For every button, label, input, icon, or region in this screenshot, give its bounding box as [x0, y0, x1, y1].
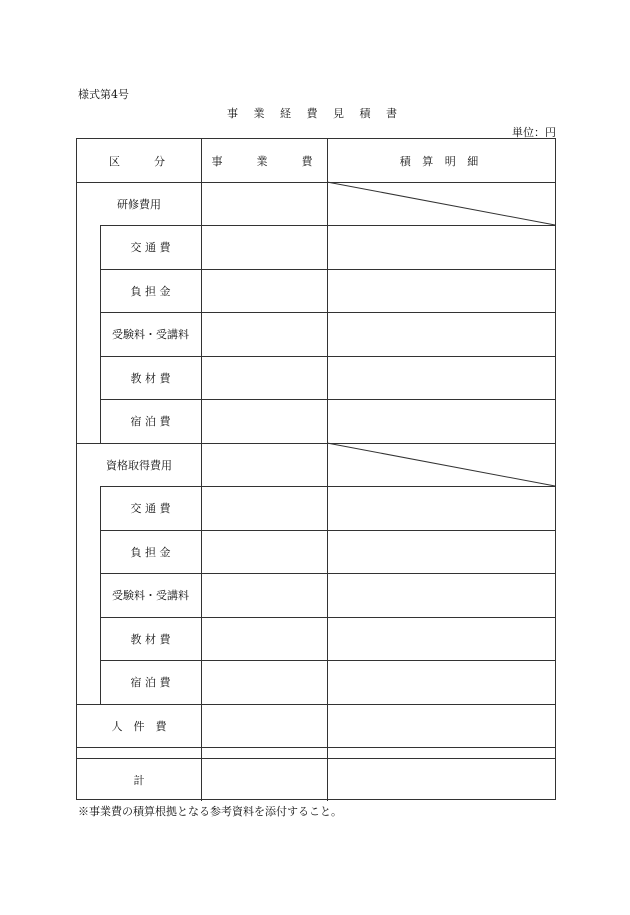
calculation-details-cell[interactable]	[328, 400, 555, 443]
item-label: 負 担 金	[130, 545, 171, 559]
total-calculation-details-cell[interactable]	[328, 759, 555, 801]
project-cost-cell[interactable]	[202, 487, 327, 530]
section-label-training: 研修費用	[117, 197, 161, 211]
item-label: 交 通 費	[130, 502, 171, 515]
row-line	[77, 747, 555, 748]
header-category: 区 分	[109, 154, 169, 168]
item-label: 受験料・受講料	[112, 328, 189, 341]
item-label: 宿 泊 費	[130, 676, 171, 689]
project-cost-cell[interactable]	[202, 226, 327, 269]
project-cost-cell[interactable]	[202, 574, 327, 617]
project-cost-cell[interactable]	[202, 270, 327, 312]
calculation-details-cell[interactable]	[328, 357, 555, 399]
calculation-details-cell[interactable]	[328, 487, 555, 530]
section-label-certification: 資格取得費用	[106, 458, 172, 472]
diagonal-slash-1	[327, 182, 555, 225]
personnel-cost-label: 人 件 費	[111, 719, 167, 733]
item-label: 交 通 費	[130, 241, 171, 254]
item-label: 宿 泊 費	[130, 415, 171, 428]
calculation-details-cell[interactable]	[328, 226, 555, 269]
item-label: 教 材 費	[130, 371, 171, 385]
header-calculation-details: 積 算 明 細	[399, 154, 483, 168]
header-project-cost: 事 業 費	[211, 154, 317, 168]
project-cost-cell[interactable]	[202, 444, 327, 486]
item-label: 負 担 金	[130, 284, 171, 298]
calculation-details-cell[interactable]	[328, 531, 555, 573]
diagonal-slash-2	[327, 443, 555, 486]
total-project-cost-cell[interactable]	[202, 759, 327, 801]
total-label: 計	[133, 773, 145, 787]
calculation-details-cell[interactable]	[328, 270, 555, 312]
calculation-details-cell[interactable]	[328, 618, 555, 660]
project-cost-cell[interactable]	[202, 705, 327, 747]
project-cost-cell[interactable]	[202, 618, 327, 660]
calculation-details-cell[interactable]	[328, 661, 555, 704]
document-title: 事 業 経 費 見 積 書	[227, 107, 403, 120]
estimate-table	[76, 138, 556, 800]
project-cost-cell[interactable]	[202, 357, 327, 399]
project-cost-cell[interactable]	[202, 183, 327, 225]
project-cost-cell[interactable]	[202, 313, 327, 356]
calculation-details-cell[interactable]	[328, 705, 555, 747]
calculation-details-cell[interactable]	[328, 313, 555, 356]
calculation-details-cell[interactable]	[328, 574, 555, 617]
form-number: 様式第4号	[78, 88, 129, 101]
project-cost-cell[interactable]	[202, 400, 327, 443]
unit-label: 単位：円	[512, 126, 556, 139]
item-label: 受験料・受講料	[112, 589, 189, 602]
item-label: 教 材 費	[130, 632, 171, 646]
project-cost-cell[interactable]	[202, 531, 327, 573]
footnote: ※事業費の積算根拠となる参考資料を添付すること。	[78, 805, 342, 818]
project-cost-cell[interactable]	[202, 661, 327, 704]
